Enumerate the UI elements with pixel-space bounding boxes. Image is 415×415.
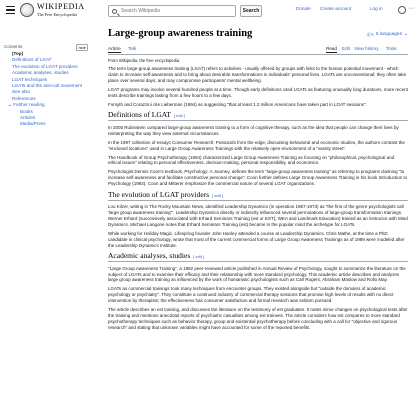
wordmark[interactable]: WIKIPEDIA [37,2,85,11]
tab-view-history[interactable]: View history [354,46,379,51]
toc-item[interactable]: LGATs and the anti-cult movement [12,83,83,89]
toc-item[interactable]: See also [12,89,30,95]
paragraph: "Large Group Awareness Training", a 1982 peer-reviewed article published in Annual Review of Psychology, sought to summarize the literature on the subject of LGATs and to examine their efficacy and their relationship with more standard psychology. This academic article describes and analyzes large group awareness training as influenced by the work of humanistic psychologists such as Carl Rogers, Abraham Maslow and Rollo May. [108,265,406,283]
edit-section-link[interactable]: [ edit ] [173,113,185,119]
user-icon[interactable] [398,6,406,14]
site-sub: From Wikipedia, the free encyclopedia [108,58,180,63]
intro-paragraph-2: LGAT programs may involve several hundred people at a time. Though early definitions cited LGATs as featuring unusually long durations, more recent texts describe trainings lasting from a few hours to a few days. [108,86,408,98]
search-button[interactable]: Search [240,5,262,17]
more-options-icon[interactable]: ⋯ [408,6,414,12]
toc-heading: Contents [4,44,23,49]
wikipedia-globe-logo[interactable] [20,3,34,17]
toc-item[interactable]: Articles [20,115,36,121]
toc-item[interactable]: The evolution of LGAT providers [12,63,78,69]
toc-item[interactable]: References [12,95,36,101]
toc-item[interactable]: Academic analyses, studies [12,70,69,76]
paragraph: The article describes an est training, and discusses the literature on the testimony of est graduates. It notes minor changes on psychological tests after the training and mentions anecdotal reports of psychiatric casualties among est trainees. The article considers how est compares to more standard psychotherapy techniques such as behavior therapy, group and existential psychotherapy before concluding with a call for "objective and rigorous research" and stating that unknown variables might have accounted for some of the reported benefits. [108,307,408,330]
main-menu-icon[interactable] [6,6,15,14]
toc-item[interactable]: (Top) [12,51,24,56]
paragraph: In 2005 Rubinstein compared large-group awareness training to a form of cognitive therapy, such as the idea that people can change their lives by reinterpreting the way they view external circumstances. [108,124,399,136]
toc-item[interactable]: Definitions of LGAT [12,57,52,63]
chevron-down-icon: ⌄ [403,32,408,37]
tab-tools[interactable]: Tools [386,46,397,51]
paragraph: Psychologist Dennis Coon's textbook, Psychology: A Journey, defines the term "large-group awareness training" as referring to programs claiming "to increase self-awareness and facilitate constructive personal change". Coon further defines Large Group Awareness Training in his book Introduction to Psychology (1992). Coon and Mitterer emphasize the commercial nature of several LGAT organizations. [108,169,408,187]
intro-paragraph-3: Forsyth and Corazzini cite Lieberman (1994) as suggesting "that at least 1.2 million Americans have taken part in LGAT sessions". [108,101,367,107]
translate-icon: 文A [365,33,374,38]
tab-edit[interactable]: Edit [342,46,350,51]
tab-read[interactable]: Read [326,46,337,51]
chevron-down-icon[interactable]: ⌄ [8,102,14,108]
paragraph: In the 1997 collection of essays Consumer Research: Postcards from the edge, discussing behavioral and economic studies, the authors contrast the "enclosed locations" used in Large Group Awareness Trainings with the relatively open environment of a "varsity street". [108,139,405,151]
toc-item[interactable]: LGAT techniques [12,76,48,82]
main-content [108,26,408,334]
donate-link[interactable]: Donate [296,6,311,11]
toc-hide-button[interactable]: hide [78,45,86,50]
tab-article[interactable]: Article [108,46,121,51]
language-count: 5 languages [375,32,402,37]
paragraph: Lou Kilzer, writing in The Rocky Mountain News, identified Leadership Dynamics (in operation 1967-1973) as "the first of the genre psychologists call 'large group awareness training'". Leadership Dynamics directly or indirectly influenced several permutations of large-group transformation trainings. Werner Erhard (successively associated with Erhard Seminars Training (est or EST), WEA and Landmark Education) trained as an instructor with Mind Dynamics. Michael Langone notes that Erhard Seminars Training (est) became in the popular mind the archetype for LGATs. [108,204,408,227]
tagline: The Free Encyclopedia [37,12,77,17]
edit-section-link[interactable]: [ edit ] [212,192,223,198]
header-bar [0,0,415,22]
search-icon [112,9,117,14]
paragraph: The Handbook of Group Psychotherapy (1994) characterized Large Group Awareness Training as focusing on "philosophical, psychological and ethical issues" relating to personal effectiveness, decision-making, personal responsibility, and economics. [108,154,395,166]
language-button[interactable] [366,31,408,38]
search-box[interactable] [108,5,236,17]
page-title: Large-group awareness training [108,28,253,39]
edit-section-link[interactable]: [ edit ] [193,254,205,260]
tab-talk[interactable]: Talk [128,46,137,51]
toc-item[interactable]: ⌄ Further reading [8,102,45,108]
section-heading-evolution: The evolution of LGAT providers [ edit ] [108,192,408,201]
paragraph: LGATs as commercial trainings took many techniques from encounter groups. They existed alongside but "outside the domains of academic psychology or psychiatry". They constitute a continued industry of commercial therapy sessions that promise high levels of results with no direct intervention by therapists; the effectiveness has consumer satisfaction and formal research was seldom pursued. [108,286,394,304]
create-account-link[interactable]: Create account [320,6,352,11]
article-body [108,66,408,331]
toc-item[interactable]: Media/Press [20,121,46,127]
page-tabs [108,46,408,55]
section-heading-academic: Academic analyses, studies [ edit ] [108,253,408,262]
intro-paragraph-1: The term large-group awareness training (LGAT) refers to activities - usually offered by groups with links to the human potential movement - which claim to increase self-awareness and to bring about desirable transformations in individuals' personal lives. LGATs are unconventional; they often take place over several days, and may compromise participants' mental wellbeing. [108,66,407,83]
section-heading-definitions: Definitions of LGAT [ edit ] [108,112,408,121]
search-input[interactable] [121,8,235,14]
paragraph: While working for Holiday Magic, Lifespring founder John Hanley attended a course at Leadership Dynamics. Chris Mathe, at the time a PhD candidate in clinical psychology, wrote that most of the current commercial forms of Large Group Awareness Trainings as of 1999 were modeled after the Leadership Dynamics Institute. [108,230,405,248]
toc-item[interactable]: Books [20,108,33,114]
login-link[interactable]: Log in [370,6,383,11]
table-of-contents [4,44,94,128]
